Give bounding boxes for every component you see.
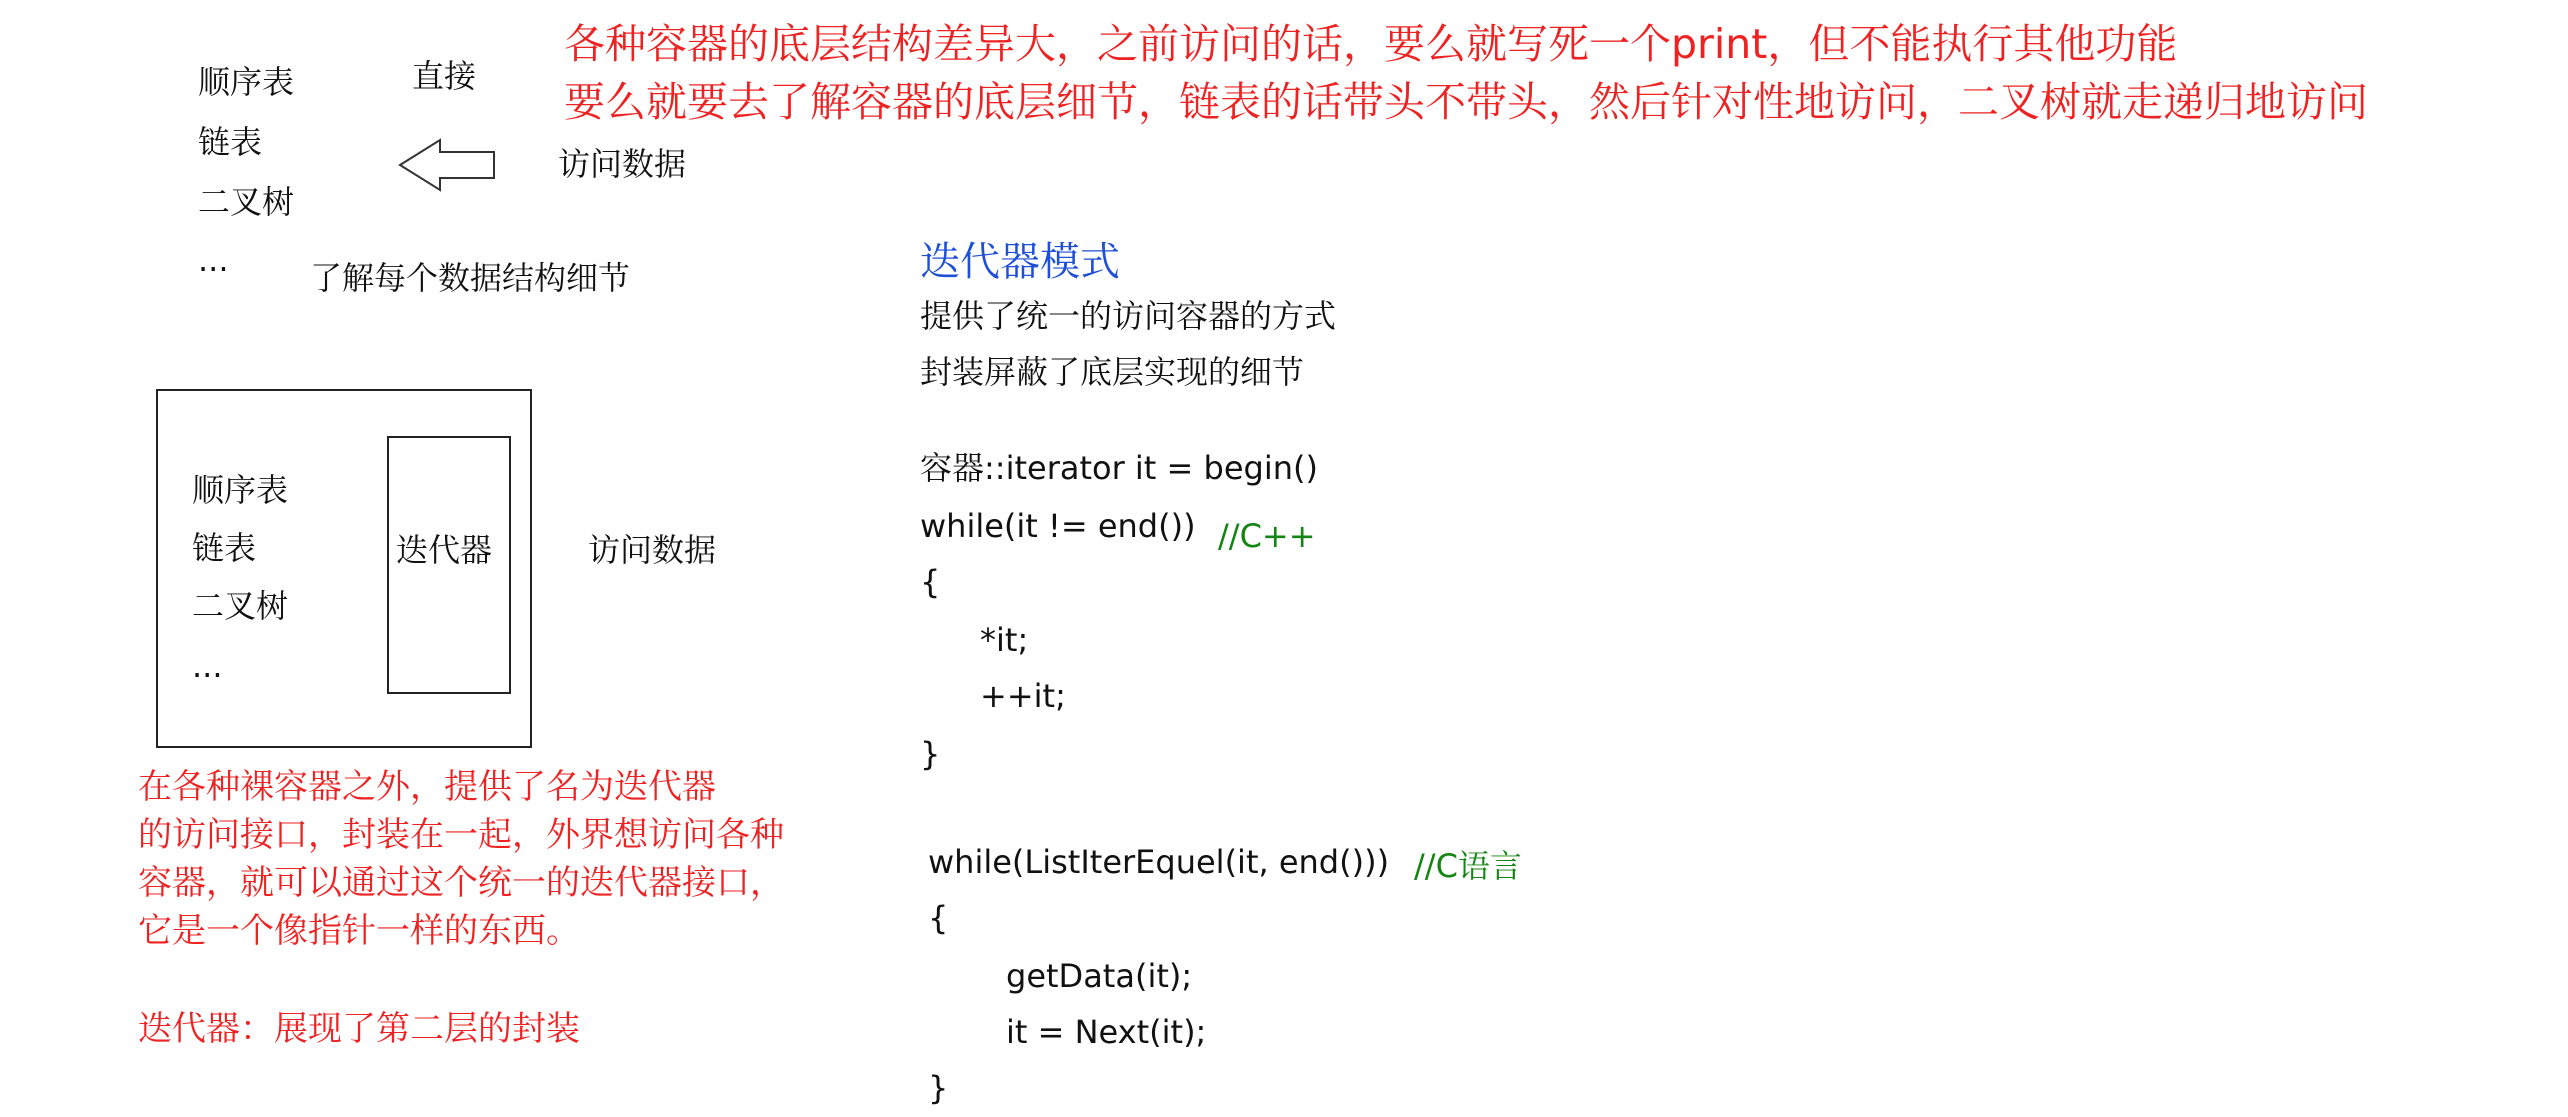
top-item-binary-tree: 二叉树 xyxy=(198,183,295,221)
c-comment: //C语言 xyxy=(1414,847,1522,885)
red-note-line2: 的访问接口，封装在一起，外界想访问各种 xyxy=(138,815,784,855)
box-item-binary-tree: 二叉树 xyxy=(192,587,289,625)
top-item-ellipsis: ... xyxy=(198,241,229,279)
c-code-line3: getData(it); xyxy=(1006,957,1193,995)
cpp-comment: //C++ xyxy=(1218,517,1316,555)
detail-note: 了解每个数据结构细节 xyxy=(310,259,631,297)
red-note-line1: 在各种裸容器之外，提供了名为迭代器 xyxy=(138,767,716,807)
c-code-line1: while(ListIterEquel(it, end())) xyxy=(928,843,1390,881)
cpp-code-line4: *it; xyxy=(980,621,1029,659)
top-access-data-label: 访问数据 xyxy=(558,145,687,183)
pattern-desc1: 提供了统一的访问容器的方式 xyxy=(920,297,1337,335)
box-item-sequential-list: 顺序表 xyxy=(192,471,289,509)
direct-label: 直接 xyxy=(412,57,477,95)
c-code-line2: { xyxy=(928,899,949,937)
cpp-code-line2: while(it != end()) xyxy=(920,507,1196,545)
red-note-summary: 迭代器：展现了第二层的封装 xyxy=(138,1009,580,1049)
cpp-code-line3: { xyxy=(920,563,941,601)
top-item-linked-list: 链表 xyxy=(198,123,263,161)
red-note-line3: 容器，就可以通过这个统一的迭代器接口， xyxy=(138,863,784,903)
pattern-title: 迭代器模式 xyxy=(920,239,1120,285)
c-code-line4: it = Next(it); xyxy=(1006,1013,1207,1051)
cpp-code-line1: 容器::iterator it = begin() xyxy=(920,449,1318,487)
red-header-line1: 各种容器的底层结构差异大，之前访问的话，要么就写死一个print，但不能执行其他功能 xyxy=(564,20,2178,68)
pattern-desc2: 封装屏蔽了底层实现的细节 xyxy=(920,353,1305,391)
cpp-code-line5: ++it; xyxy=(980,677,1066,715)
box-item-linked-list: 链表 xyxy=(192,529,257,567)
top-item-sequential-list: 顺序表 xyxy=(198,63,295,101)
cpp-code-line6: } xyxy=(920,735,941,773)
iterator-label: 迭代器 xyxy=(396,531,493,569)
left-arrow-icon xyxy=(398,138,498,192)
c-code-line5: } xyxy=(928,1069,949,1107)
red-header-line2: 要么就要去了解容器的底层细节，链表的话带头不带头，然后针对性地访问，二叉树就走递归地访问 xyxy=(564,78,2368,126)
box-access-data-label: 访问数据 xyxy=(588,531,717,569)
red-note-line4: 它是一个像指针一样的东西。 xyxy=(138,911,580,951)
box-item-ellipsis: ... xyxy=(192,647,223,685)
